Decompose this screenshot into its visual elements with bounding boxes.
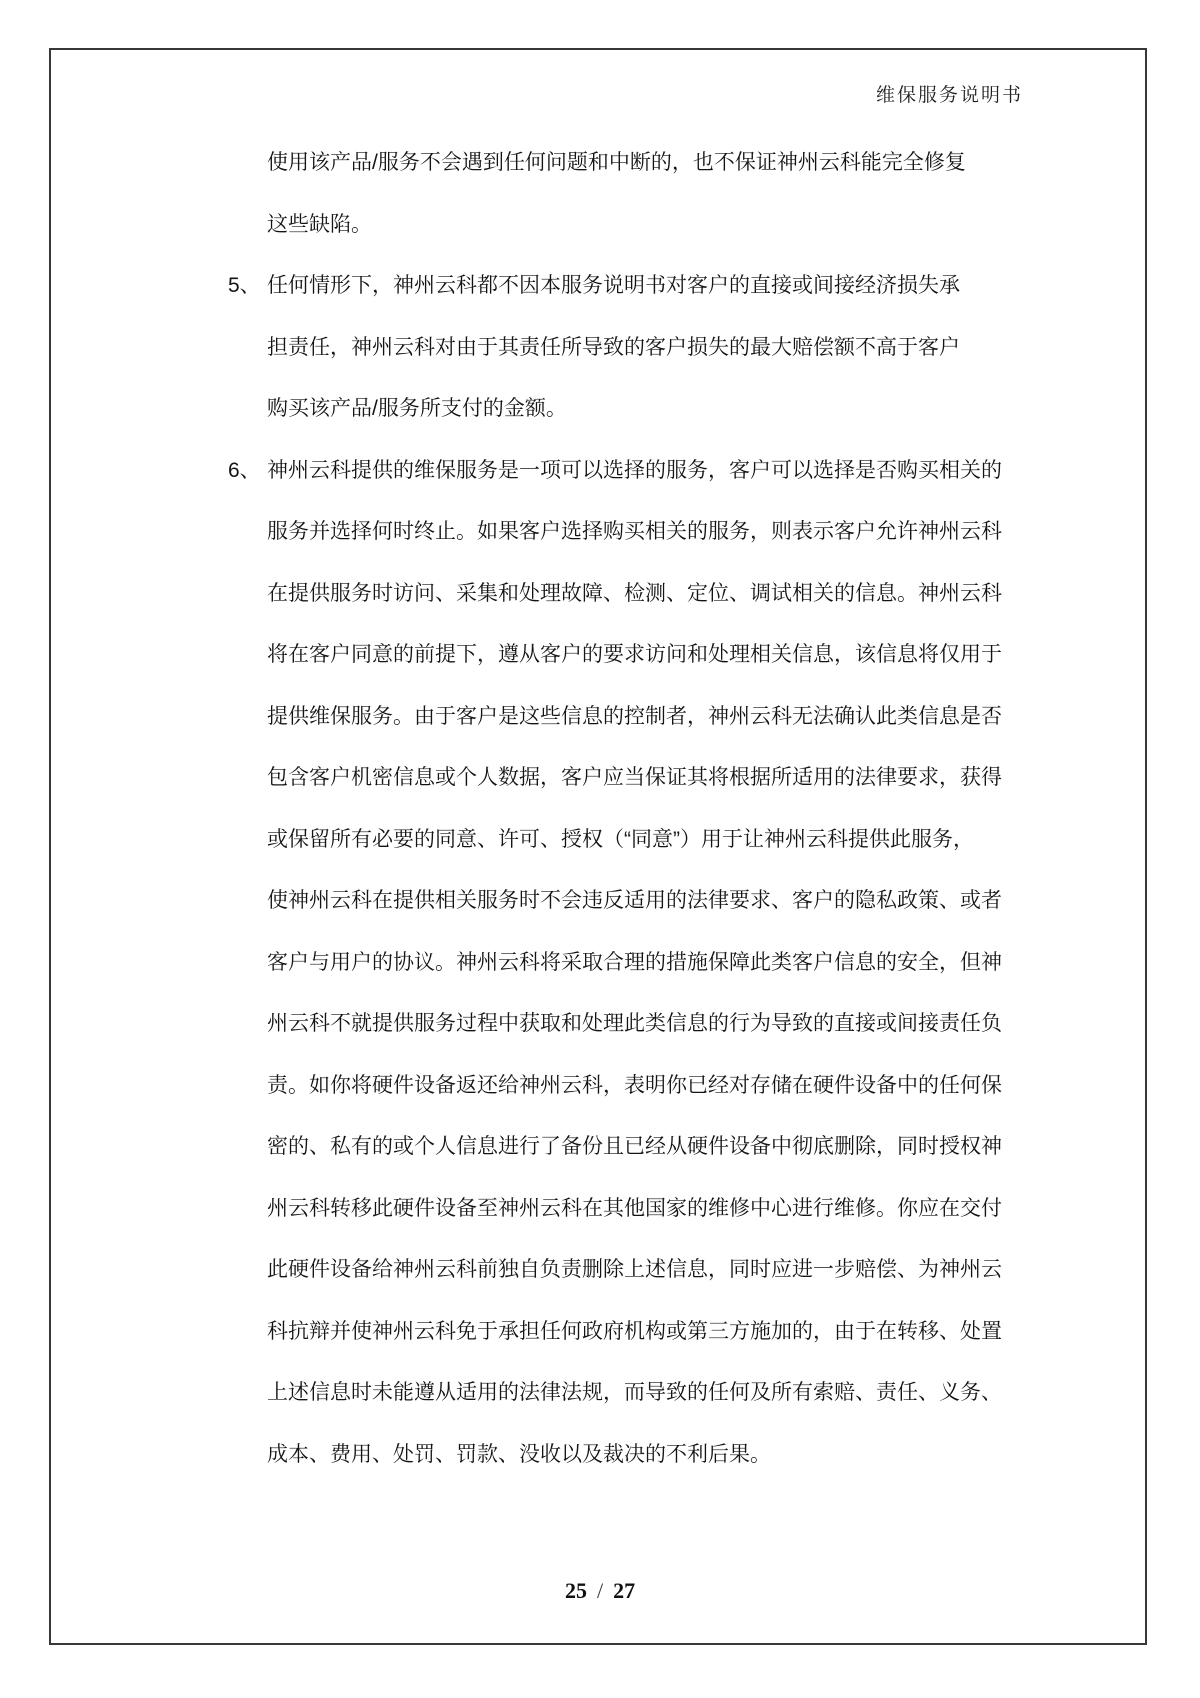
text-line: 责。如你将硬件设备返还给神州云科，表明你已经对存储在硬件设备中的任何保 bbox=[267, 1073, 1002, 1097]
text-line: 或保留所有必要的同意、许可、授权（“同意”）用于让神州云科提供此服务， bbox=[267, 827, 974, 851]
page-number bbox=[0, 1578, 1200, 1604]
text-line: 成本、费用、处罚、罚款、没收以及裁决的不利后果。 bbox=[267, 1442, 771, 1466]
document-header-title: 维保服务说明书 bbox=[875, 85, 1023, 106]
list-item-5-number: 5、 bbox=[228, 274, 261, 297]
document-body bbox=[228, 132, 1018, 1485]
text-line: 任何情形下，神州云科都不因本服务说明书对客户的直接或间接经济损失承 bbox=[267, 274, 960, 297]
paragraph-continuation bbox=[228, 132, 1018, 255]
text-line: 使用该产品/服务不会遇到任何问题和中断的，也不保证神州云科能完全修复 bbox=[267, 151, 966, 174]
text-line: 提供维保服务。由于客户是这些信息的控制者，神州云科无法确认此类信息是否 bbox=[267, 704, 1002, 728]
text-line: 担责任，神州云科对由于其责任所导致的客户损失的最大赔偿额不高于客户 bbox=[267, 335, 960, 359]
text-line: 这些缺陷。 bbox=[267, 212, 372, 236]
page-number-current: 25 bbox=[564, 1578, 587, 1603]
text-line: 密的、私有的或个人信息进行了备份且已经从硬件设备中彻底删除，同时授权神 bbox=[267, 1135, 1002, 1158]
paragraph-continuation-lines bbox=[267, 132, 1018, 255]
list-item-6-number: 6、 bbox=[228, 458, 261, 482]
list-item-5 bbox=[228, 255, 1018, 440]
text-line: 包含客户机密信息或个人数据，客户应当保证其将根据所适用的法律要求，获得 bbox=[267, 766, 1002, 789]
text-line: 神州云科提供的维保服务是一项可以选择的服务，客户可以选择是否购买相关的 bbox=[267, 458, 1002, 482]
text-line: 州云科不就提供服务过程中获取和处理此类信息的行为导致的直接或间接责任负 bbox=[267, 1012, 1002, 1035]
page-number-total: 27 bbox=[613, 1578, 636, 1603]
text-line: 在提供服务时访问、采集和处理故障、检测、定位、调试相关的信息。神州云科 bbox=[267, 581, 1002, 605]
list-item-5-lines bbox=[267, 255, 1018, 440]
text-line: 服务并选择何时终止。如果客户选择购买相关的服务，则表示客户允许神州云科 bbox=[267, 520, 1002, 543]
text-line: 使神州云科在提供相关服务时不会违反适用的法律要求、客户的隐私政策、或者 bbox=[267, 889, 1002, 912]
text-line: 科抗辩并使神州云科免于承担任何政府机构或第三方施加的，由于在转移、处置 bbox=[267, 1319, 1002, 1343]
list-item-6-lines bbox=[267, 440, 1018, 1486]
page-number-separator: / bbox=[596, 1578, 604, 1603]
text-line: 购买该产品/服务所支付的金额。 bbox=[267, 397, 567, 420]
list-item-6 bbox=[228, 440, 1018, 1486]
text-line: 此硬件设备给神州云科前独自负责删除上述信息，同时应进一步赔偿、为神州云 bbox=[267, 1258, 1002, 1281]
text-line: 将在客户同意的前提下，遵从客户的要求访问和处理相关信息，该信息将仅用于 bbox=[267, 643, 1002, 666]
text-line: 州云科转移此硬件设备至神州云科在其他国家的维修中心进行维修。你应在交付 bbox=[267, 1196, 1002, 1220]
text-line: 客户与用户的协议。神州云科将采取合理的措施保障此类客户信息的安全，但神 bbox=[267, 950, 1002, 974]
text-line: 上述信息时未能遵从适用的法律法规，而导致的任何及所有索赔、责任、义务、 bbox=[267, 1381, 1002, 1404]
